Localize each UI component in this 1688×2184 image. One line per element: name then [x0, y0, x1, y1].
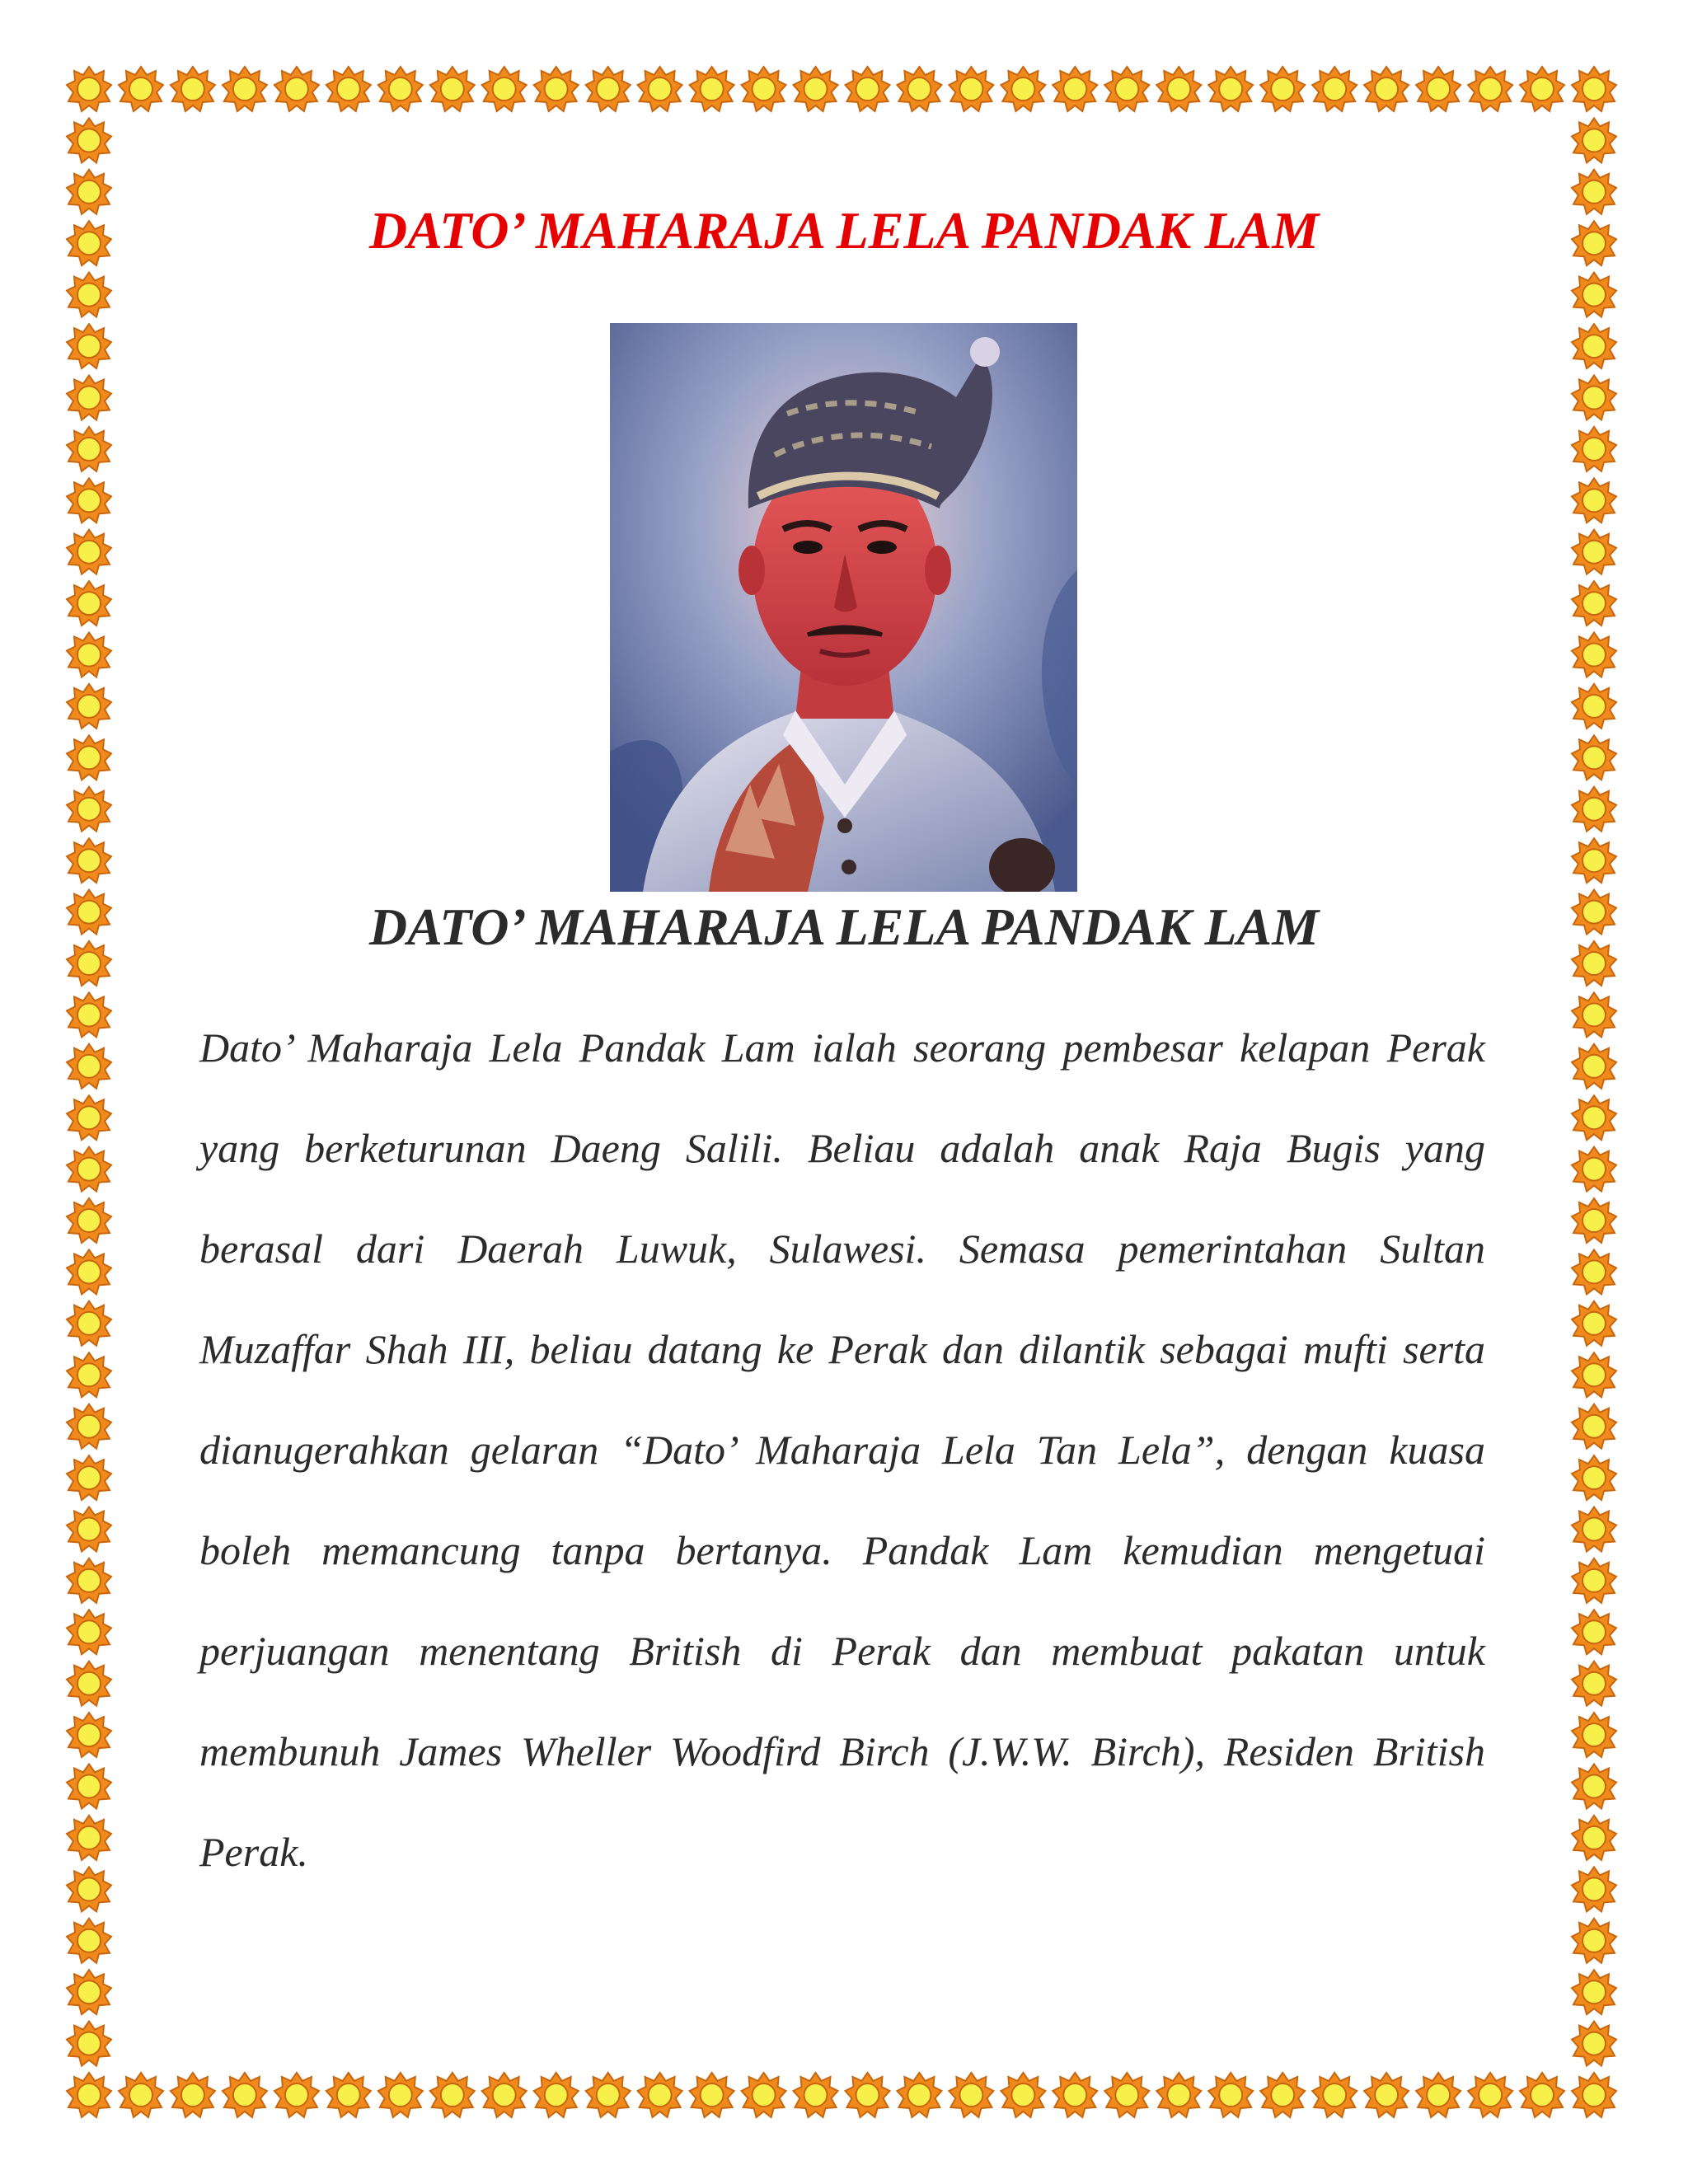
sun-icon: [846, 2073, 890, 2117]
page-title: DATO’ MAHARAJA LELA PANDAK LAM: [368, 201, 1320, 260]
sun-icon: [223, 67, 267, 111]
sun-icon: [1572, 1095, 1616, 1140]
sun-icon: [742, 2073, 786, 2117]
sun-icon: [949, 67, 993, 111]
sun-icon: [1572, 1713, 1616, 1757]
sun-icon: [1572, 1249, 1616, 1294]
sun-icon: [119, 2073, 163, 2117]
sun-icon: [846, 67, 890, 111]
sun-icon: [1468, 2073, 1512, 2117]
sun-icon: [1104, 2073, 1149, 2117]
sun-icon: [1572, 324, 1616, 368]
sun-icon: [534, 67, 579, 111]
sun-icon: [1572, 1765, 1616, 1809]
sun-icon: [1156, 67, 1201, 111]
sun-icon: [1001, 2073, 1045, 2117]
sun-icon: [67, 1301, 111, 1346]
sun-icon: [1572, 1610, 1616, 1654]
sun-icon: [1572, 427, 1616, 471]
sun-icon: [949, 2073, 993, 2117]
sun-icon: [1312, 2073, 1357, 2117]
sun-icon: [1208, 67, 1253, 111]
sun-icon: [67, 1095, 111, 1140]
sun-icon: [67, 787, 111, 832]
sun-icon: [742, 67, 786, 111]
sun-icon: [67, 427, 111, 471]
sun-icon: [794, 2073, 838, 2117]
sun-icon: [67, 838, 111, 883]
sun-icon: [1312, 67, 1357, 111]
sun-icon: [67, 1147, 111, 1192]
sun-icon: [67, 2073, 111, 2117]
sun-icon: [67, 118, 111, 162]
biography-paragraph: Dato’ Maharaja Lela Pandak Lam ialah seorang pembesar kelapan Perak yang berketurunan Daeng Salili. Beliau adalah anak Raja Bugis yang berasal dari Daerah Luwuk, Sulawesi. Semasa pemerintahan Sultan Muzaffar Shah III, beliau datang ke Perak dan dilantik sebagai mufti serta dianugerahkan gelaran “Dato’ Maharaja Lela Tan Lela”, dengan kuasa boleh memancung tanpa bertanya. Pandak Lam kemudian mengetuai perjuangan menentang British di Perak dan membuat pakatan untuk membunuh James Wheller Woodfird Birch (J.W.W. Birch), Residen British Perak.: [199, 1024, 1485, 1875]
sun-icon: [1572, 1198, 1616, 1243]
sun-icon: [690, 2073, 734, 2117]
sun-icon: [1053, 67, 1097, 111]
sun-icon: [897, 2073, 941, 2117]
sun-icon: [274, 67, 319, 111]
sun-icon: [482, 2073, 527, 2117]
sun-icon: [794, 67, 838, 111]
sun-icon: [638, 2073, 682, 2117]
sun-icon: [67, 735, 111, 780]
sun-icon: [1572, 530, 1616, 574]
sun-icon: [1572, 2022, 1616, 2066]
sun-icon: [1572, 992, 1616, 1037]
sun-icon: [1572, 1867, 1616, 1911]
sun-icon: [67, 478, 111, 523]
sun-icon: [482, 67, 527, 111]
sun-icon: [67, 1352, 111, 1397]
portrait-image: [610, 323, 1077, 892]
sun-icon: [690, 67, 734, 111]
sun-icon: [1520, 67, 1564, 111]
sun-icon: [67, 1455, 111, 1500]
sun-icon: [1572, 118, 1616, 162]
sun-icon: [430, 67, 475, 111]
sun-icon: [1572, 735, 1616, 780]
sun-icon: [67, 1507, 111, 1552]
sun-icon: [67, 1867, 111, 1911]
sun-icon: [1572, 1455, 1616, 1500]
sun-icon: [1416, 2073, 1461, 2117]
sun-icon: [1572, 1816, 1616, 1860]
sun-icon: [1572, 1558, 1616, 1603]
sun-icon: [67, 324, 111, 368]
sun-icon: [67, 273, 111, 317]
sun-icon: [67, 1610, 111, 1654]
sun-icon: [67, 376, 111, 420]
sun-icon: [1001, 67, 1045, 111]
sun-icon: [897, 67, 941, 111]
sun-icon: [67, 1661, 111, 1706]
sun-icon: [1572, 478, 1616, 523]
sun-icon: [67, 1558, 111, 1603]
sun-icon: [1572, 1661, 1616, 1706]
sun-icon: [1416, 67, 1461, 111]
sun-icon: [67, 1249, 111, 1294]
sun-icon: [1572, 684, 1616, 729]
sun-icon: [586, 67, 631, 111]
sun-icon: [1572, 1301, 1616, 1346]
sun-icon: [67, 992, 111, 1037]
sun-icon: [1572, 2073, 1616, 2117]
sun-icon: [1572, 581, 1616, 626]
sun-icon: [1572, 273, 1616, 317]
sun-icon: [67, 1919, 111, 1963]
sun-icon: [171, 67, 215, 111]
sun-icon: [1572, 67, 1616, 111]
sun-icon: [1572, 1919, 1616, 1963]
sun-icon: [1572, 838, 1616, 883]
sun-icon: [1572, 633, 1616, 677]
sun-icon: [326, 67, 371, 111]
sun-icon: [67, 2022, 111, 2066]
sun-icon: [67, 1404, 111, 1449]
sun-icon: [586, 2073, 631, 2117]
sun-icon: [1208, 2073, 1253, 2117]
sun-icon: [1572, 1970, 1616, 2014]
sun-icon: [378, 67, 423, 111]
sun-icon: [67, 67, 111, 111]
sun-icon: [67, 684, 111, 729]
sun-icon: [1572, 1352, 1616, 1397]
sun-icon: [1364, 67, 1409, 111]
sun-icon: [378, 2073, 423, 2117]
sun-icon: [1364, 2073, 1409, 2117]
sun-icon: [67, 581, 111, 626]
sun-icon: [1520, 2073, 1564, 2117]
sun-icon: [67, 1816, 111, 1860]
sun-icon: [638, 67, 682, 111]
sun-icon: [534, 2073, 579, 2117]
sun-icon: [1053, 2073, 1097, 2117]
sun-icon: [1572, 1044, 1616, 1089]
sun-icon: [1156, 2073, 1201, 2117]
sun-icon: [274, 2073, 319, 2117]
portrait-caption: DATO’ MAHARAJA LELA PANDAK LAM: [368, 898, 1320, 956]
sun-icon: [1572, 787, 1616, 832]
sun-icon: [67, 1765, 111, 1809]
sun-icon: [1572, 1404, 1616, 1449]
sun-icon: [430, 2073, 475, 2117]
sun-icon: [67, 1198, 111, 1243]
sun-icon: [1104, 67, 1149, 111]
sun-icon: [67, 1970, 111, 2014]
sun-icon: [326, 2073, 371, 2117]
sun-icon: [1468, 67, 1512, 111]
sun-icon: [67, 633, 111, 677]
sun-icon: [1572, 1507, 1616, 1552]
sun-icon: [1260, 2073, 1305, 2117]
sun-icon: [1572, 1147, 1616, 1192]
sun-icon: [171, 2073, 215, 2117]
sun-icon: [67, 1044, 111, 1089]
sun-icon: [1572, 376, 1616, 420]
sun-icon: [223, 2073, 267, 2117]
sun-icon: [119, 67, 163, 111]
sun-icon: [1260, 67, 1305, 111]
sun-icon: [67, 530, 111, 574]
sun-icon: [67, 1713, 111, 1757]
